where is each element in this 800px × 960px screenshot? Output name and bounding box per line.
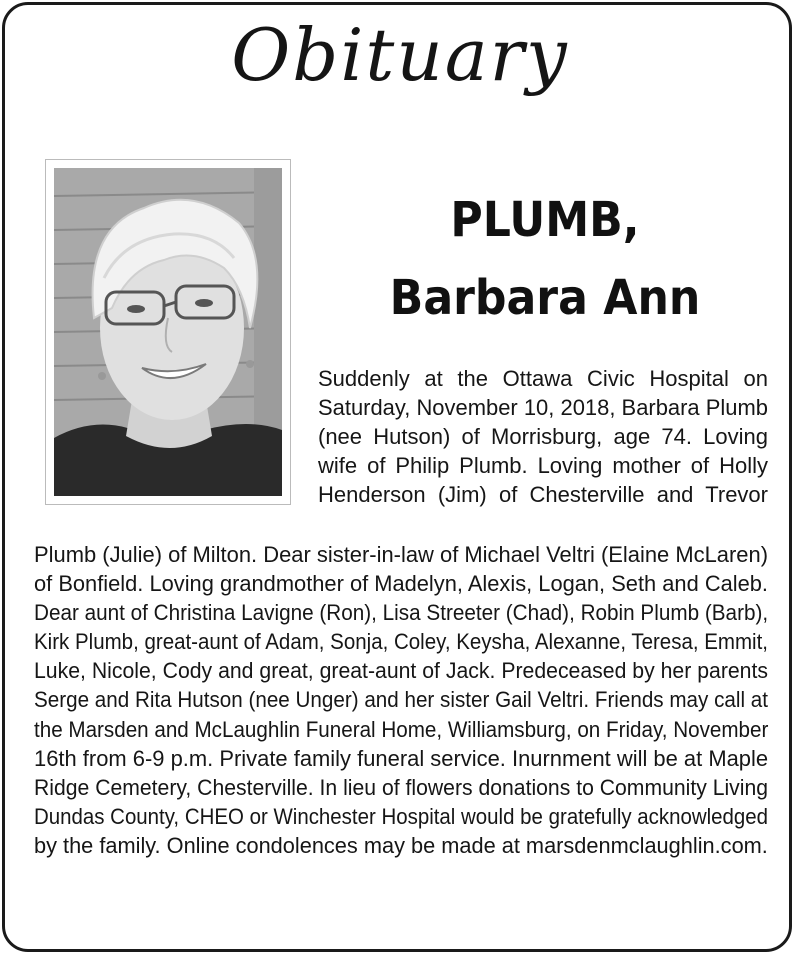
text-line: Suddenly at the Ottawa Civic Hospital on [318, 366, 768, 391]
obituary-text-full-width [34, 540, 768, 860]
text-line: Dundas County, CHEO or Winchester Hospital would be gratefully acknowledged [34, 803, 768, 829]
text-line: Henderson (Jim) of Chesterville and Trevor [318, 482, 768, 508]
text-line: 16th from 6-9 p.m. Private family funeral service. Inurnment will be at Maple [34, 745, 769, 771]
text-line: the Marsden and McLaughlin Funeral Home, Williamsburg, on Friday, November [34, 716, 769, 742]
text-line: Kirk Plumb, great-aunt of Adam, Sonja, Coley, Keysha, Alexanne, Teresa, Emmit, [34, 629, 768, 655]
obituary-heading: Obituary [231, 13, 569, 97]
text-line: Saturday, November 10, 2018, Barbara Plumb [318, 395, 768, 421]
text-line: Serge and Rita Hutson (nee Unger) and her sister Gail Veltri. Friends may call at [34, 687, 768, 713]
text-line: wife of Philip Plumb. Loving mother of Holly [318, 453, 768, 479]
text-line: Plumb (Julie) of Milton. Dear sister-in-law of Michael Veltri (Elaine McLaren) [34, 542, 769, 567]
text-line: of Bonfield. Loving grandmother of Madelyn, Alexis, Logan, Seth and Caleb. [34, 571, 768, 597]
portrait-image [54, 168, 282, 496]
text-line: (nee Hutson) of Morrisburg, age 74. Loving [318, 424, 768, 450]
portrait-photo [46, 160, 290, 504]
text-line: Ridge Cemetery, Chesterville. In lieu of flowers donations to Community Living [34, 774, 768, 800]
text-line: Luke, Nicole, Cody and great, great-aunt of Jack. Predeceased by her parents [34, 658, 768, 684]
obituary-text-right-column [318, 364, 768, 509]
text-line: Dear aunt of Christina Lavigne (Ron), Lisa Streeter (Chad), Robin Plumb (Barb), [34, 600, 769, 626]
deceased-surname: PLUMB, [450, 192, 640, 248]
text-line: by the family. Online condolences may be made at marsdenmclaughlin.com. [34, 832, 768, 858]
deceased-given-names: Barbara Ann [389, 270, 701, 326]
